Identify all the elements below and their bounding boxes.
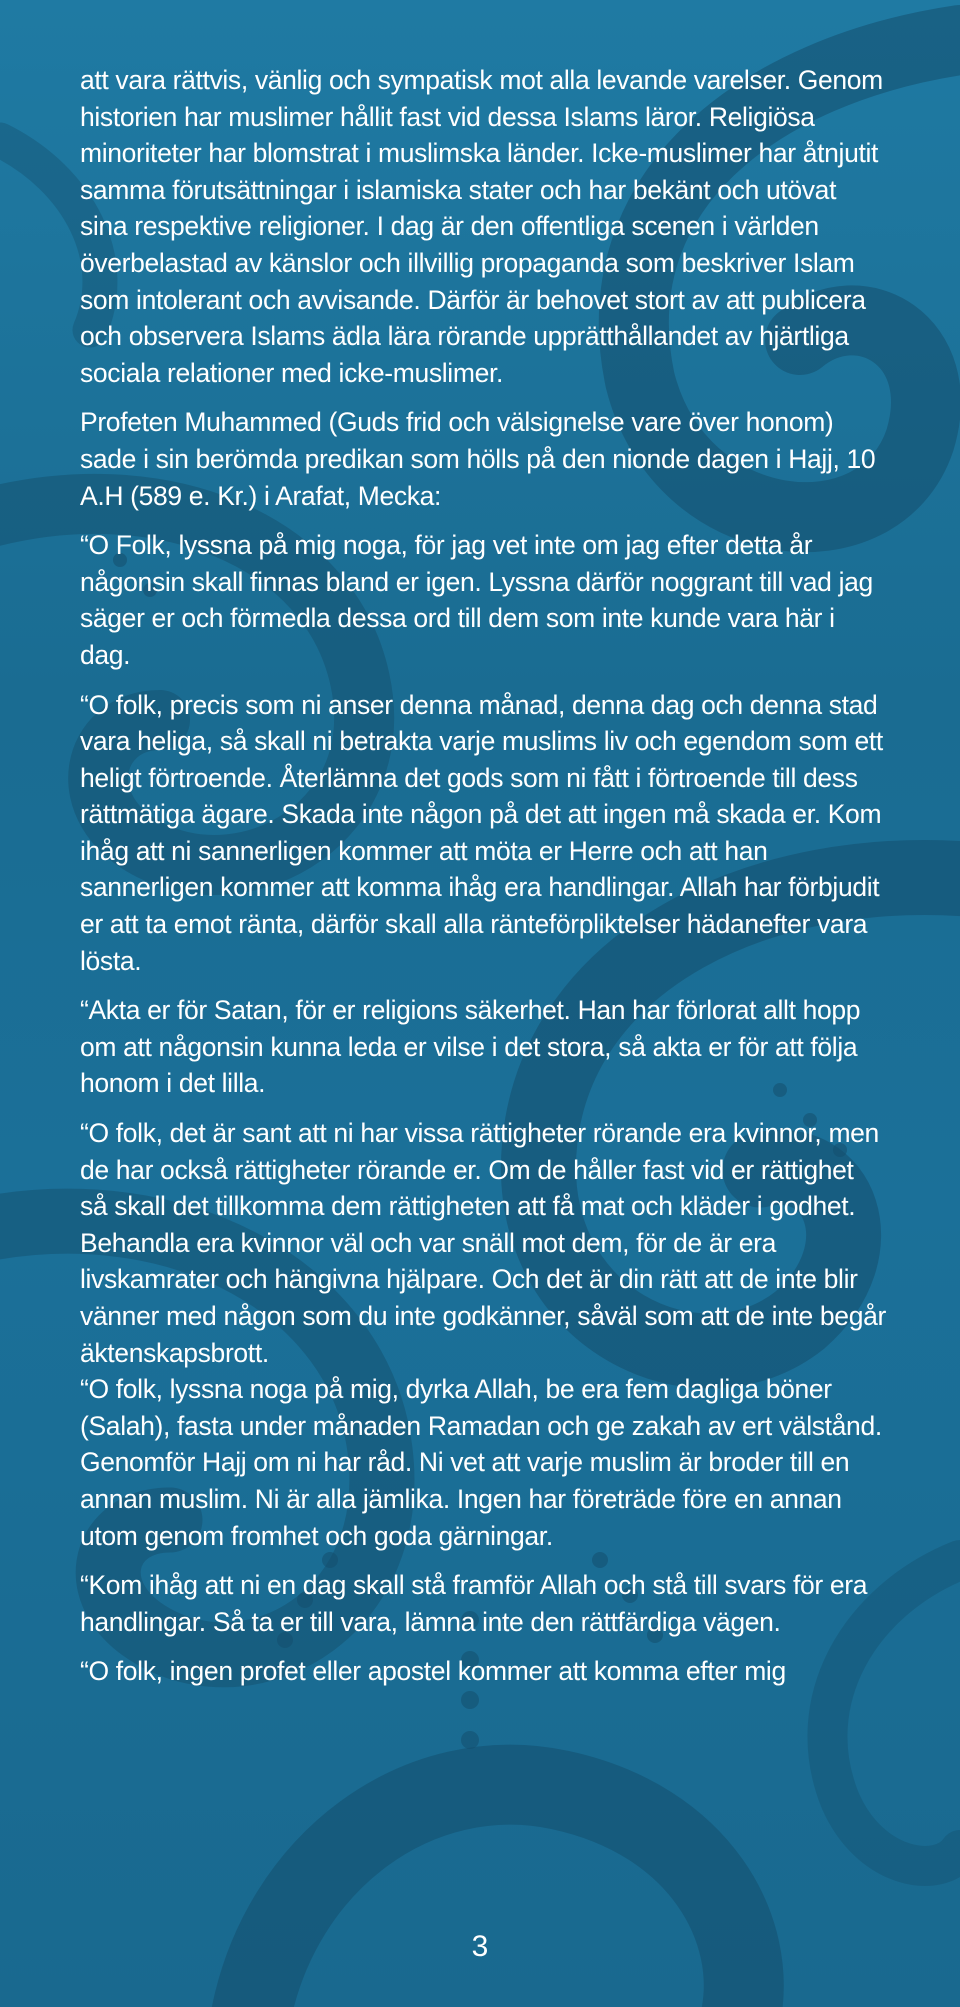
paragraph: att vara rättvis, vänlig och sympatisk mot alla levande varelser. Genom historien har muslimer hållit fast vid dessa Islams läror. Religiösa minoriteter har blomstrat i muslimska länder. Icke-muslimer har åtnjutit samma förutsättningar i islamiska stater och har bekänt och utövat sina respektive religioner. I dag är den offentliga scenen i världen överbelastad av känslor och illvillig propaganda som beskriver Islam som intolerant och avvisande. Därför är behovet stort av att publicera och observera Islams ädla lära rörande upprätthållandet av hjärtliga sociala relationer med icke-muslimer. [80,65,883,388]
ornament-dot [461,1691,479,1709]
quote-paragraph: “O Folk, lyssna på mig noga, för jag vet inte om jag efter detta år någonsin skall finnas bland er igen. Lyssna därför noggrant till vad jag säger er och förmedla dessa ord till dem som inte kunde vara här i dag. [80,530,873,670]
quote-paragraph: “Kom ihåg att ni en dag skall stå framför Allah och stå till svars för era handlingar. Så ta er till vara, lämna inte den rättfärdiga vägen. [80,1570,868,1637]
quote-paragraph: “O folk, det är sant att ni har vissa rättigheter rörande era kvinnor, men de har också rättigheter rörande er. Om de håller fast vid er rättighet så skall det tillkomma dem rättigheten att få mat och kläder i godhet. Behandla era kvinnor väl och var snäll mot dem, för de är era livskamrater och hängivna hjälpare. Och det är din rätt att de inte blir vänner med någon som du inte godkänner, såväl som att de inte begår äktenskapsbrott. [80,1118,886,1368]
body-text [80,62,886,1690]
quote-paragraph: “O folk, ingen profet eller apostel kommer att komma efter mig [80,1656,786,1687]
quote-paragraph: “Akta er för Satan, för er religions säkerhet. Han har förlorat allt hopp om att någonsin kunna leda er vilse i det stora, så akta er för att följa honom i det lilla. [80,995,861,1099]
swirl-ornament [250,1785,744,2007]
ornament-dot [461,1731,479,1749]
quote-paragraph: “O folk, precis som ni anser denna månad, denna dag och denna stad vara heliga, så skall ni betrakta varje muslims liv och egendom som ett heligt förtroende. Återlämna det gods som ni fått i förtroende till dess rättmätiga ägare. Skada inte någon på det att ingen må skada er. Kom ihåg att ni sannerligen kommer att möta er Herre och att han sannerligen kommer att komma ihåg era handlingar. Allah har förbjudit er att ta emot ränta, därför skall alla ränteförpliktelser hädanefter vara lösta. [80,689,883,976]
quote-paragraph: “O folk, lyssna noga på mig, dyrka Allah, be era fem dagliga böner (Salah), fasta under månaden Ramadan och ge zakah av ert välstånd. Genomför Hajj om ni har råd. Ni vet att varje muslim är broder till en annan muslim. Ni är alla jämlika. Ingen har företräde före en annan utom genom fromhet och goda gärningar. [80,1374,882,1551]
page-number: 3 [471,1930,489,1963]
paragraph: Profeten Muhammed (Guds frid och välsignelse vare över honom) sade i sin berömda predikan som hölls på den nionde dagen i Hajj, 10 A.H (589 e. Kr.) i Arafat, Mecka: [80,407,876,511]
